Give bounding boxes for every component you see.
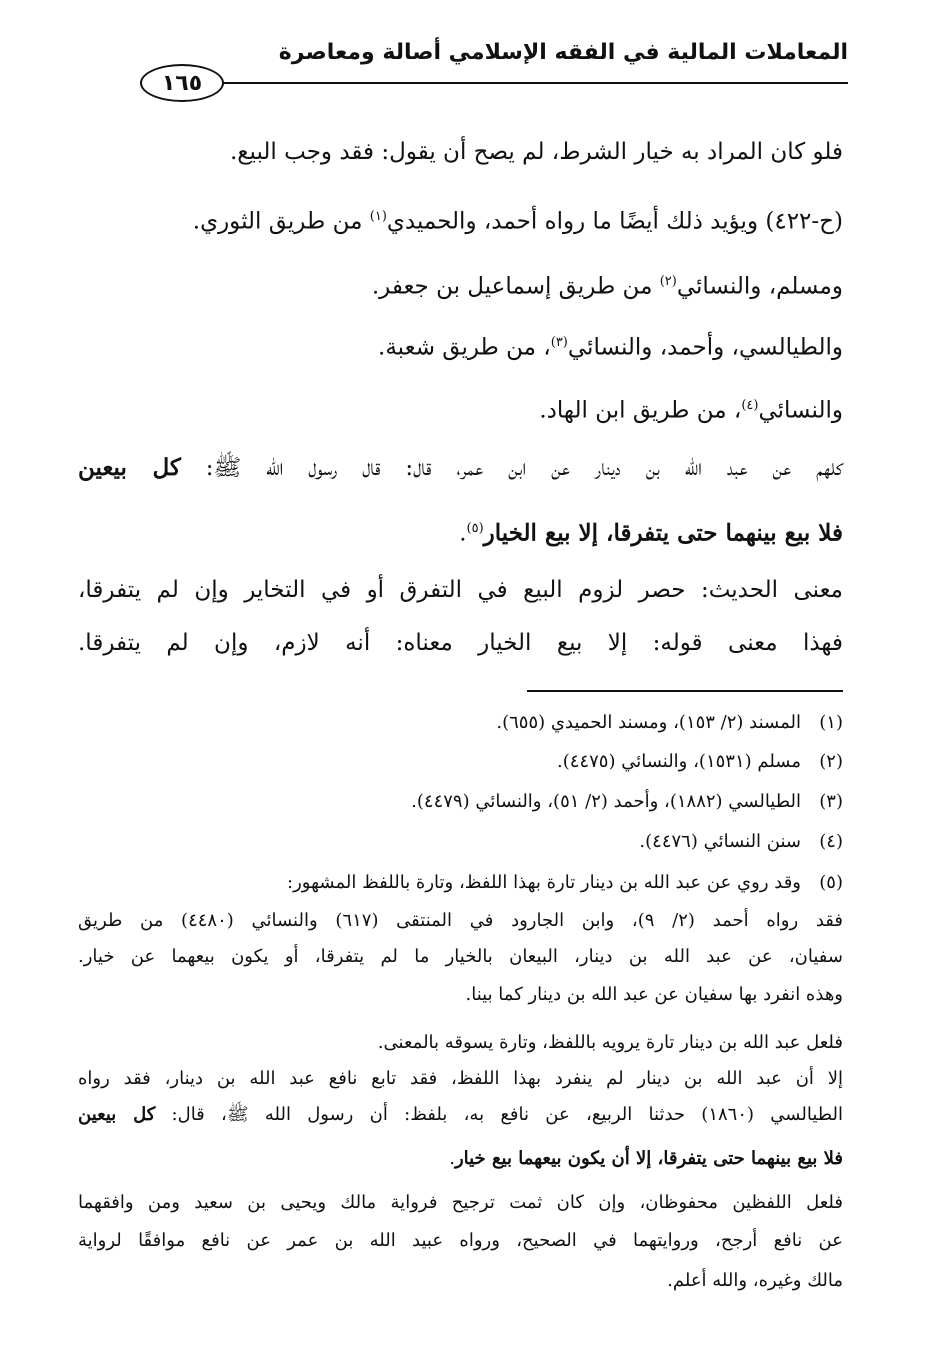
paragraph-line: معنى الحديث: حصر لزوم البيع في التفرق أو في التخاير وإن لم يتفرقا، (78, 577, 843, 603)
footnote-number: (٣) (819, 791, 843, 812)
page-number: ١٦٥ (161, 70, 203, 96)
footnote-ref[interactable]: (١) (369, 209, 387, 224)
footnote-line: مالك وغيره، والله أعلم. (667, 1270, 843, 1291)
paragraph-line: (ح-٤٢٢) ويؤيد ذلك أيضًا ما رواه أحمد، والحميدي$^{(١)}$ من طريق الثوري. (192, 208, 843, 235)
footnote-ref[interactable]: (٢) (659, 274, 677, 289)
footnote-line: وهذه انفرد بها سفيان عن عبد الله بن دينار كما بينا. (465, 984, 843, 1005)
footnote-number: (٢) (819, 751, 843, 772)
footnote-line: فلا بيع بينهما حتى يتفرقا، إلا أن يكون بيعهما بيع خيار. (449, 1148, 843, 1169)
footnote-number: (٤) (819, 831, 843, 852)
paragraph-line: فلا بيع بينهما حتى يتفرقا، إلا بيع الخيار$^{(٥)}$. (459, 519, 843, 547)
footnote-item: (١)المسند (٢/ ١٥٣)، ومسند الحميدي (٦٥٥). (496, 710, 843, 736)
footnote-line: فلعل عبد الله بن دينار تارة يرويه باللفظ، وتارة يسوقه بالمعنى. (377, 1032, 843, 1053)
paragraph-line: ومسلم، والنسائي$^{(٢)}$ من طريق إسماعيل بن جعفر. (371, 273, 843, 300)
paragraph-line: فلو كان المراد به خيار الشرط، لم يصح أن يقول: فقد وجب البيع. (229, 139, 843, 165)
paragraph-line: والطيالسي، وأحمد، والنسائي$^{(٣)}$، من طريق شعبة. (378, 334, 843, 361)
paragraph-line: والنسائي$^{(٤)}$، من طريق ابن الهاد. (539, 397, 843, 424)
footnote-line: سفيان، عن عبد الله بن دينار، البيعان بالخيار ما لم يتفرقا، أو يكون بيعهما عن خيار. (78, 946, 843, 967)
footnote-item: (٤)سنن النسائي (٤٤٧٦). (639, 829, 843, 855)
footnote-item: (٥)وقد روي عن عبد الله بن دينار تارة بهذا اللفظ، وتارة باللفظ المشهور: (287, 870, 843, 896)
footnote-line: إلا أن عبد الله بن دينار لم ينفرد بهذا اللفظ، فقد تابع نافع عبد الله بن دينار، فقد رواه (78, 1068, 843, 1089)
hadith-text: فلا بيع بينهما حتى يتفرقا، إلا أن يكون بيعهما بيع خيار (454, 1148, 843, 1169)
footnote-separator (527, 690, 843, 692)
hadith-text: كل بيعين (78, 1104, 156, 1125)
footnote-line: فلعل اللفظين محفوظان، وإن كان ثمت ترجيح فرواية مالك ويحيى بن سعيد ومن وافقهما (78, 1192, 843, 1213)
footnote-line: فقد رواه أحمد (٢/ ٩)، وابن الجارود في المنتقى (٦١٧) والنسائي (٤٤٨٠) من طريق (78, 910, 844, 931)
hadith-text: فلا بيع بينهما حتى يتفرقا، إلا بيع الخيار (483, 519, 843, 547)
page-number-badge (140, 64, 224, 102)
hadith-text: كل بيعين (78, 454, 181, 481)
footnote-ref[interactable]: (٣) (550, 335, 568, 350)
footnote-item: (٣)الطيالسي (١٨٨٢)، وأحمد (٢/ ٥١)، والنسائي (٤٤٧٩). (411, 789, 843, 815)
footnote-number: (١) (819, 712, 843, 733)
footnote-ref[interactable]: (٤) (741, 398, 759, 413)
running-header-title: المعاملات المالية في الفقه الإسلامي أصالة ومعاصرة (278, 40, 848, 65)
footnote-number: (٥) (819, 872, 843, 893)
footnote-line: عن نافع أرجح، وروايتهما في الصحيح، ورواه عبيد الله بن عمر عن نافع موافقًا لرواية (78, 1230, 843, 1251)
footnote-item: (٢)مسلم (١٥٣١)، والنسائي (٤٤٧٥). (557, 749, 843, 775)
paragraph-line: فهذا معنى قوله: إلا بيع الخيار معناه: أنه لازم، وإن لم يتفرقا. (78, 630, 843, 656)
paragraph-line: كلهم عن عبد الله بن دينار عن ابن عمر، قال: قال رسول الله ﷺ: كل بيعين (78, 454, 843, 481)
footnote-ref[interactable]: (٥) (466, 521, 484, 536)
footnote-line: الطيالسي (١٨٦٠) حدثنا الربيع، عن نافع به، بلفظ: أن رسول الله ﷺ، قال: كل بيعين (78, 1104, 844, 1125)
header-rule (140, 82, 848, 84)
